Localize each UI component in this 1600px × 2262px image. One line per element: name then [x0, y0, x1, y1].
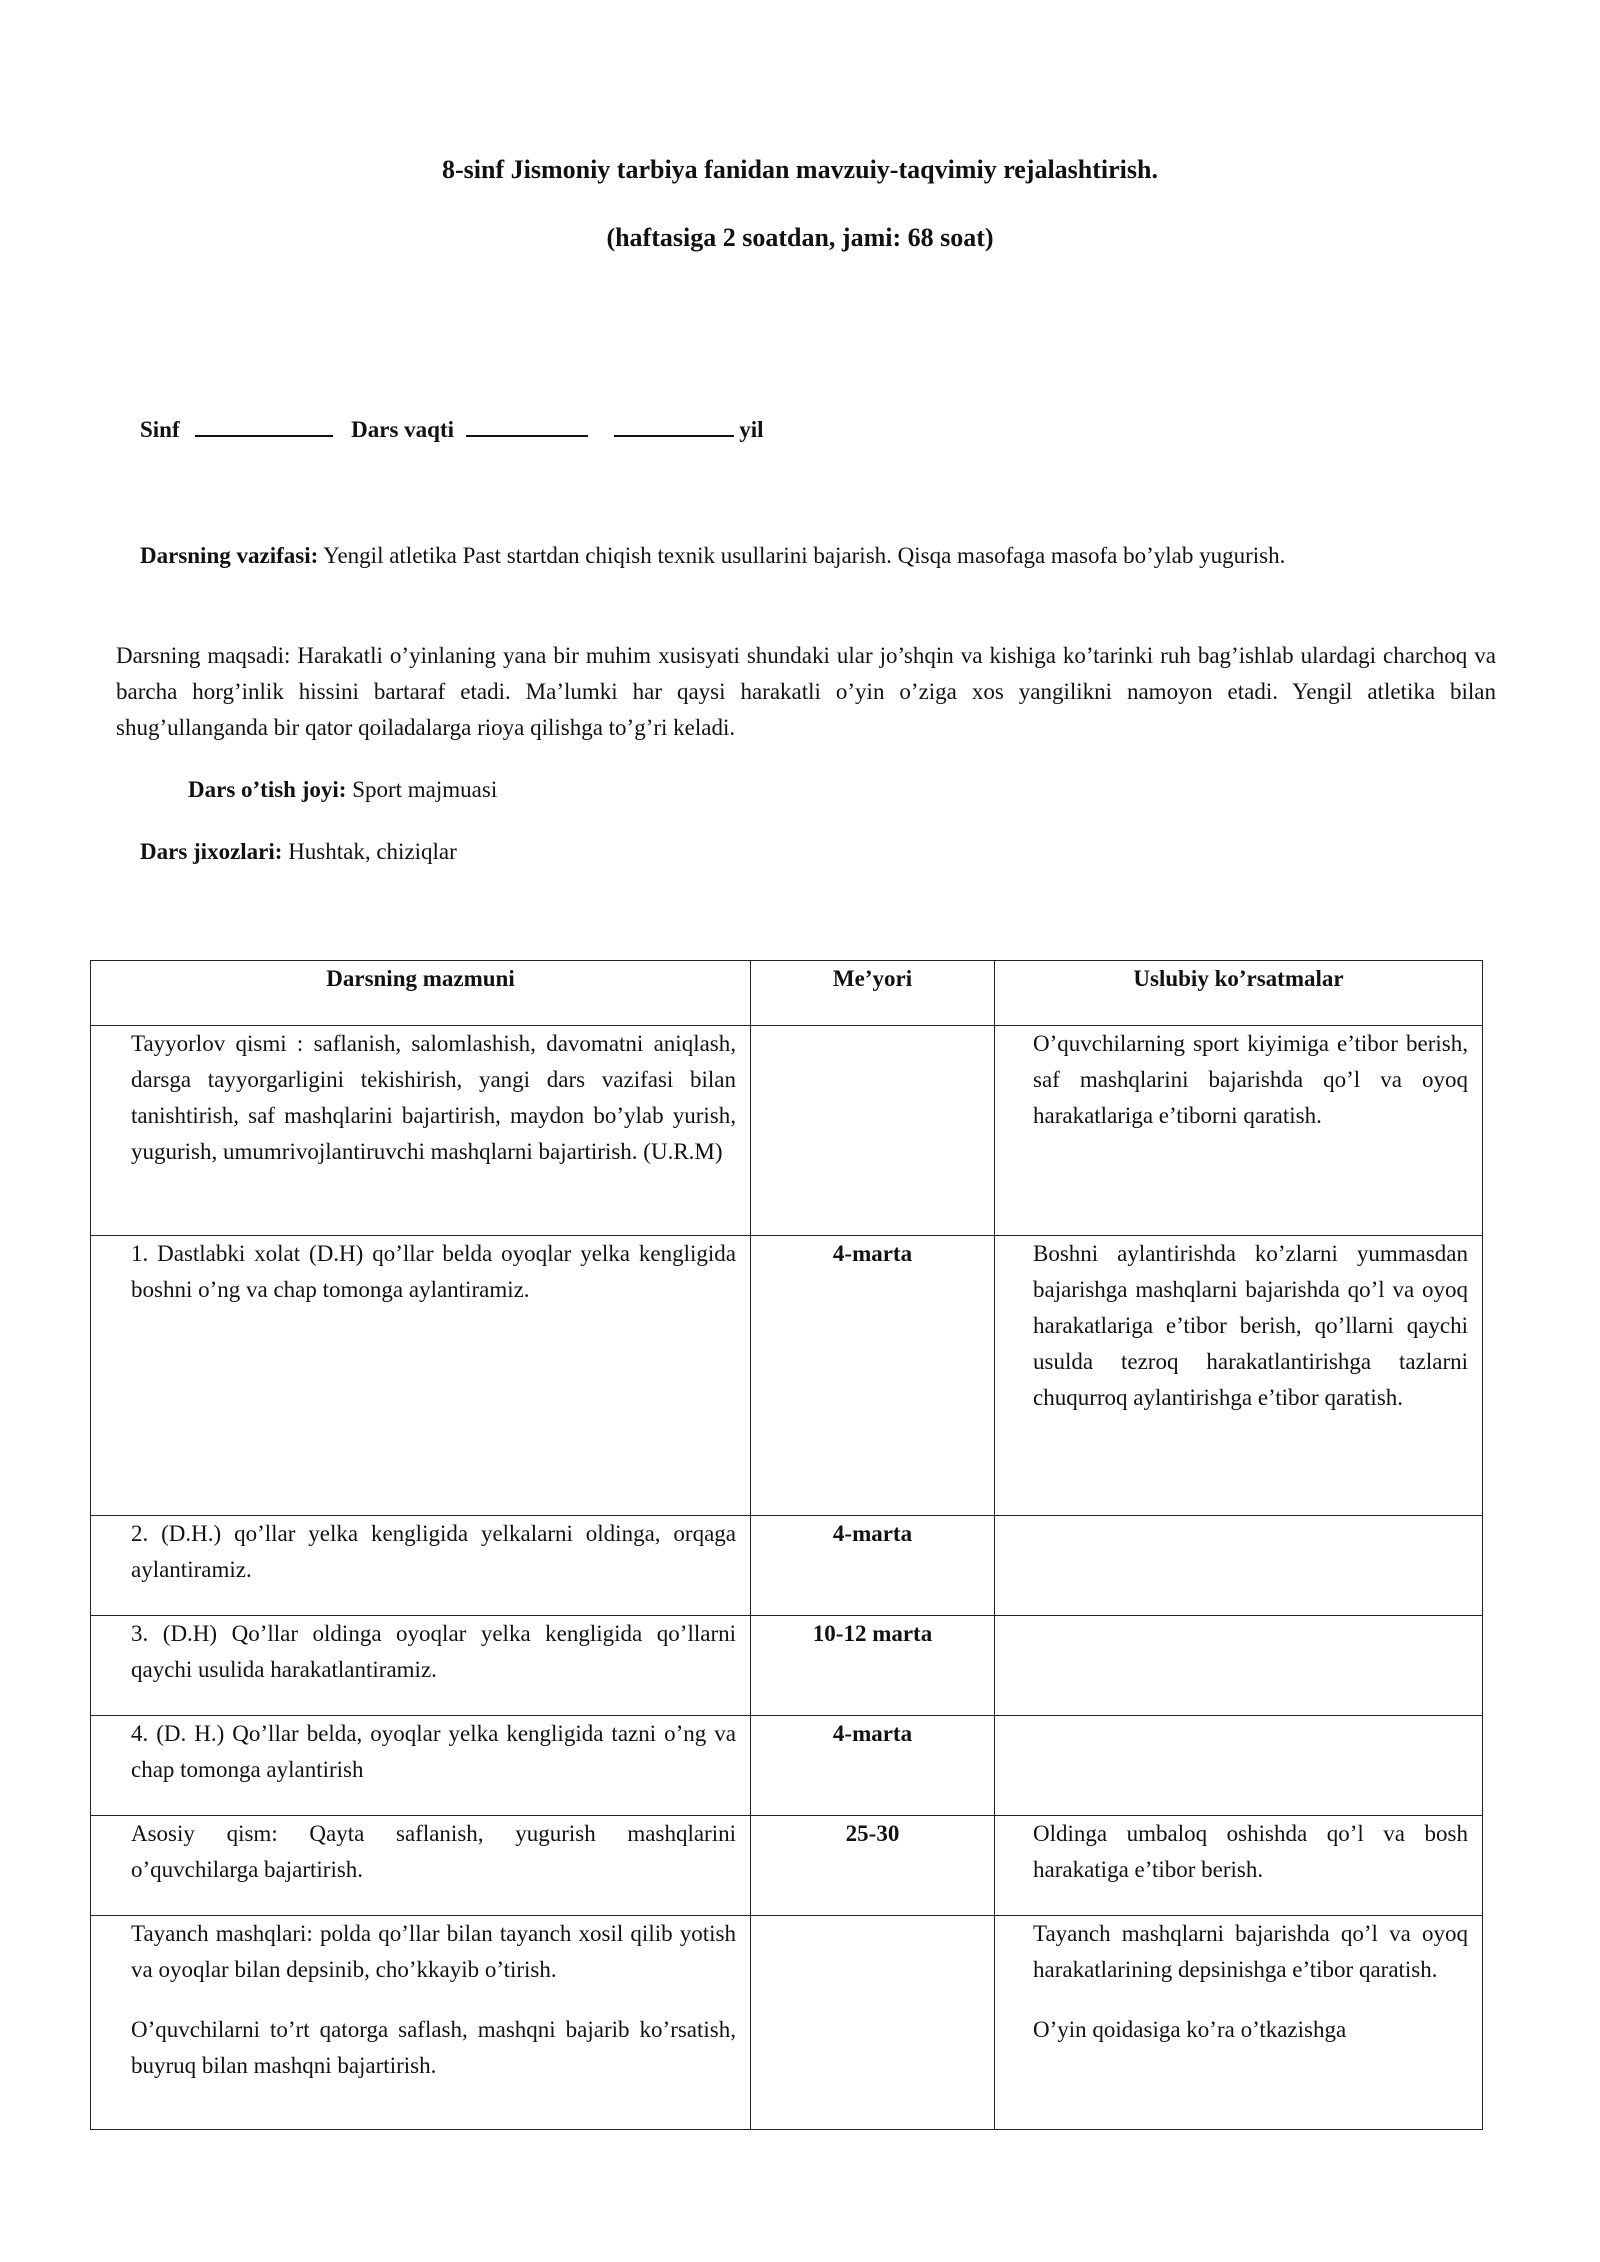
vazifa-text: Yengil atletika Past startdan chiqish texnik usullarini bajarish. Qisqa masofaga masofa bo’ylab yugurish. — [323, 543, 1286, 568]
table-row — [91, 1916, 1483, 2130]
table-row — [91, 1516, 1483, 1616]
page-title: 8-sinf Jismoniy tarbiya fanidan mavzuiy-taqvimiy rejalashtirish. — [441, 155, 1158, 184]
jixozlar-label: Dars jixozlari: — [140, 839, 283, 864]
row-norm: 25-30 — [845, 1821, 900, 1846]
dars-vaqti-blank — [466, 413, 588, 437]
row-norm: 4-marta — [832, 1521, 913, 1546]
row-method-part: Tayanch mashqlarni bajarishda qo’l va oyoq harakatlarining depsinishga e’tibor qaratish. — [1033, 1921, 1468, 1982]
row-norm: 4-marta — [832, 1721, 913, 1746]
row-content: 3. (D.H) Qo’llar oldinga oyoqlar yelka kengligida qo’llarni qaychi usulida harakatlantiramiz. — [131, 1621, 736, 1682]
dars-vaqti-label: Dars vaqti — [351, 417, 455, 442]
row-content: 2. (D.H.) qo’llar yelka kengligida yelkalarni oldinga, orqaga aylantiramiz. — [131, 1521, 736, 1582]
table-row — [91, 1236, 1483, 1516]
row-norm: 10-12 marta — [812, 1621, 933, 1646]
row-method: O’quvchilarning sport kiyimiga e’tibor berish, saf mashqlarini bajarishda qo’l va oyoq harakatlariga e’tiborni qaratish. — [1033, 1031, 1468, 1128]
table-row — [91, 1616, 1483, 1716]
header-content: Darsning mazmuni — [91, 961, 751, 1026]
lesson-plan-table — [90, 960, 1483, 2130]
vazifa-label: Darsning vazifasi: — [140, 543, 319, 568]
jixozlar-value: Hushtak, chiziqlar — [288, 839, 457, 864]
vazifa-paragraph — [140, 538, 1496, 574]
page-subtitle: (haftasiga 2 soatdan, jami: 68 soat) — [606, 223, 994, 252]
row-content — [91, 1916, 750, 2084]
header-method: Uslubiy ko’rsatmalar — [995, 961, 1483, 1026]
maqsad-paragraph: Darsning maqsadi: Harakatli o’yinlaning yana bir muhim xusisyati shundaki ular jo’shqin va kishiga ko’tarinki ruh bag’ishlab ulardagi charchoq va barcha horg’inlik hissini bartaraf etadi. Ma’lumki har qaysi harakatli o’yin o’ziga xos yangilikni namoyon etadi. Yengil atletika bilan shug’ullanganda bir qator qoiladalarga rioya qilishga to’g’ri keladi. — [116, 643, 1496, 740]
year-blank — [614, 413, 734, 437]
row-content: Tayyorlov qismi : saflanish, salomlashish, davomatni aniqlash, darsga tayyorgarligini tekishirish, yangi dars vazifasi bilan tanishtirish, saf mashqlarini bajartirish, maydon bo’ylab yurish, yugurish, umumrivojlantiruvchi mashqlarni bajartirish. (U.R.M) — [131, 1031, 736, 1164]
row-method-part: O’yin qoidasiga ko’ra o’tkazishga — [1033, 2017, 1347, 2042]
row-method: Oldinga umbaloq oshishda qo’l va bosh harakatiga e’tibor berish. — [1033, 1821, 1468, 1882]
joyi-line — [188, 772, 497, 808]
yil-label: yil — [739, 417, 764, 442]
jixozlar-line — [140, 834, 457, 870]
meta-line — [140, 412, 764, 448]
row-method — [995, 1916, 1482, 2048]
joyi-label: Dars o’tish joyi: — [188, 777, 347, 802]
table-row — [91, 1716, 1483, 1816]
row-content-part: Tayanch mashqlari: polda qo’llar bilan tayanch xosil qilib yotish va oyoqlar bilan depsinib, cho’kkayib o’tirish. — [131, 1921, 736, 1982]
row-norm: 4-marta — [832, 1241, 913, 1266]
sinf-blank — [195, 413, 333, 437]
joyi-value: Sport majmuasi — [352, 777, 498, 802]
row-content-part: O’quvchilarni to’rt qatorga saflash, mashqni bajarib ko’rsatish, buyruq bilan mashqni bajartirish. — [131, 2017, 736, 2078]
table-row — [91, 1026, 1483, 1236]
row-content: 1. Dastlabki xolat (D.H) qo’llar belda oyoqlar yelka kengligida boshni o’ng va chap tomonga aylantiramiz. — [131, 1241, 736, 1302]
row-method: Boshni aylantirishda ko’zlarni yummasdan bajarishga mashqlarni bajarishda qo’l va oyoq harakatlariga e’tibor berish, qo’llarni qaychi usulda tezroq harakatlantirishga tazlarni chuqurroq aylantirishga e’tibor qaratish. — [1033, 1241, 1468, 1410]
table-row — [91, 1816, 1483, 1916]
row-content: Asosiy qism: Qayta saflanish, yugurish mashqlarini o’quvchilarga bajartirish. — [131, 1821, 736, 1882]
header-norm: Me’yori — [751, 961, 995, 1026]
table-header-row — [91, 961, 1483, 1026]
sinf-label: Sinf — [140, 417, 180, 442]
row-content: 4. (D. H.) Qo’llar belda, oyoqlar yelka kengligida tazni o’ng va chap tomonga aylantirish — [131, 1721, 736, 1782]
